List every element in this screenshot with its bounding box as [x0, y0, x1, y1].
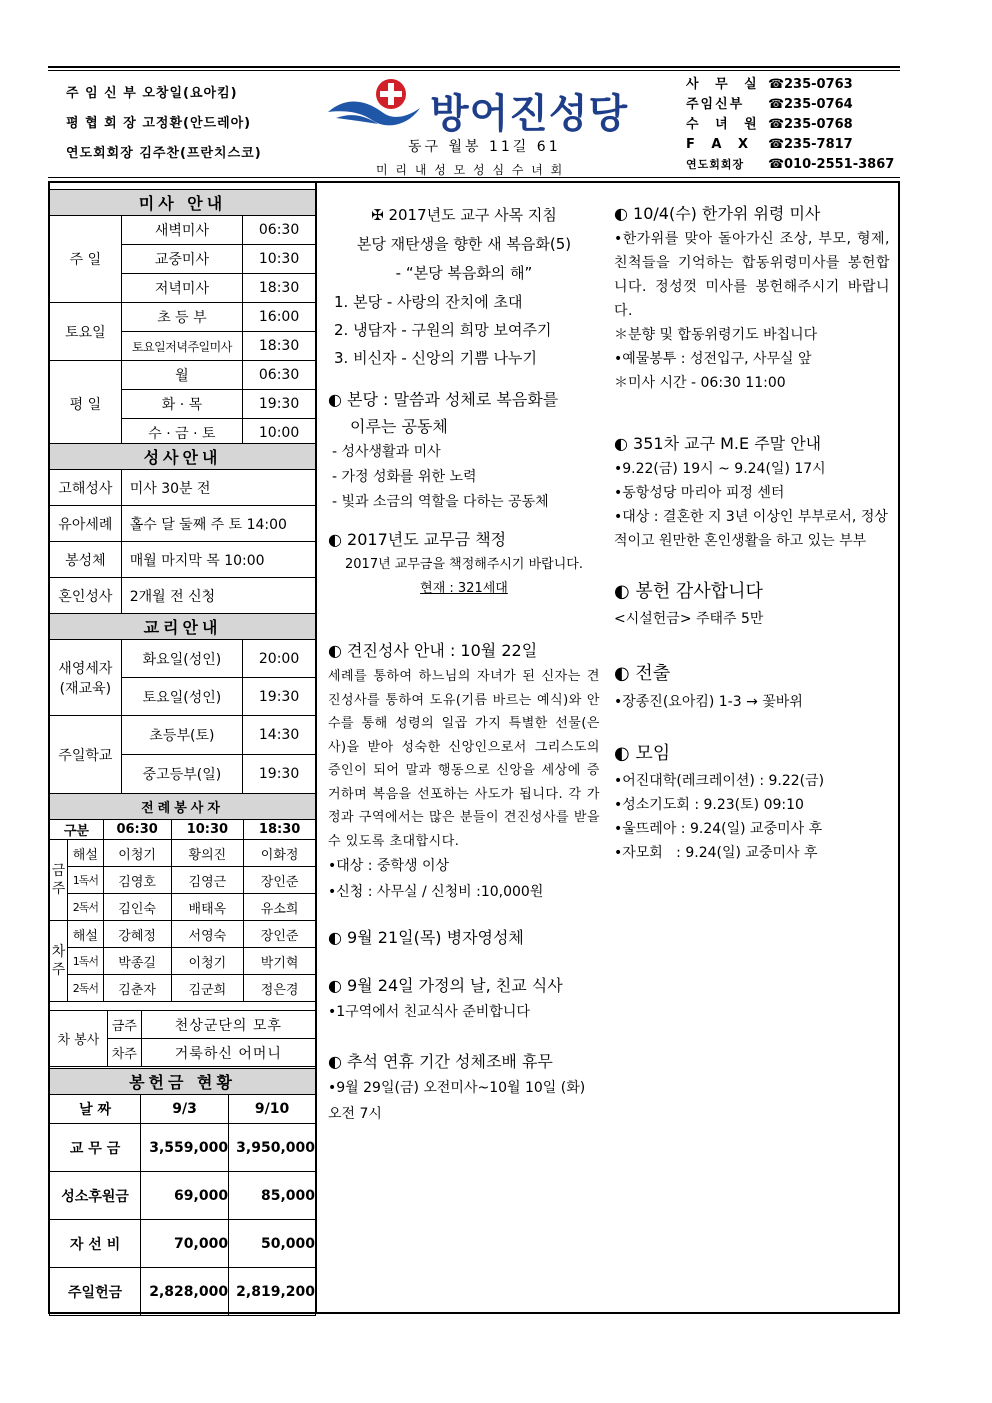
guideline-theme: - “본당 복음화의 해”	[395, 264, 533, 282]
sacrament-title: 성사안내	[50, 444, 316, 470]
tithe-notice	[328, 527, 600, 601]
server-name: 정은경	[244, 975, 316, 1002]
meetings-notice	[614, 739, 890, 865]
class-time: 19:30	[243, 678, 316, 716]
sacrament-name: 고해성사	[50, 470, 122, 506]
mass-title: 미사 안내	[50, 190, 316, 216]
meeting-item: •자모회 : 9.24(일) 교중미사 후	[614, 845, 818, 861]
confirmation-text: 세례를 통하여 하느님의 자녀가 된 신자는 견진성사를 통하여 도유(기름 바르는 예식)와 안수를 통해 성령의 일곱 가지 특별한 선물(은사)을 받아 성숙한 신앙인으로서 그리스도의 증인이 되어 말과 행동으로 신앙을 세상에 증거하며 복음을 선포하는 사도가 됩니다. 각 가정과 구역에서는 많은 분들이 견진성사를 받을 수 있도록 초대합시다.	[328, 669, 600, 849]
meeting-item: •어진대학(레크레이션) : 9.22(금)	[614, 773, 825, 789]
family-day	[328, 973, 600, 1025]
guideline-subtitle: 본당 재탄생을 향한 새 복음화(5)	[356, 235, 572, 253]
sacrament-schedule: 미사 30분 전	[121, 470, 315, 506]
offering-amount: 85,000	[229, 1172, 316, 1220]
mass-name: 월	[121, 361, 242, 390]
mass-time: 06:30	[243, 361, 316, 390]
tithe-count: 현재 : 321세대	[420, 581, 508, 596]
mass-name: 수 · 금 · 토	[121, 419, 242, 448]
transfer-title: ◐ 전출	[614, 663, 671, 684]
role: 2독서	[67, 894, 103, 921]
doctrine-group-adult: 새영세자 (재교육)	[50, 640, 122, 716]
offering-amount: 3,559,000	[141, 1124, 229, 1172]
server-name: 장인준	[244, 867, 316, 894]
transfer-text: •장종진(요아킴) 1-3 → 꽃바위	[614, 694, 803, 710]
church-address: 동구 월봉 11길 61	[408, 139, 561, 155]
parish-vision	[328, 386, 600, 440]
offering-amount: 2,819,200	[229, 1268, 316, 1316]
servers-head: 18:30	[244, 820, 316, 840]
header-bottom-rule	[48, 177, 900, 178]
choir-table	[49, 1010, 316, 1067]
mass-time: 10:00	[243, 419, 316, 448]
memorial-envelope: •예물봉투 : 성전입구, 사무실 앞	[614, 351, 812, 367]
vision-list	[328, 440, 600, 515]
mass-name: 교중미사	[121, 245, 242, 274]
sacrament-schedule: 매월 마지막 목 10:00	[121, 542, 315, 578]
pastor-name: 주 임 신 부 오창일(요아킴)	[66, 86, 238, 101]
middle-column	[328, 201, 600, 1127]
memorial-time: ＊미사 시간 - 06:30 11:00	[614, 375, 786, 391]
nuns-order: 미 리 내 성 모 성 심 수 녀 회	[376, 163, 565, 177]
offering-item: 교 무 금	[50, 1124, 141, 1172]
sacrament-schedule: 2개월 전 신청	[121, 578, 315, 614]
server-name: 김군희	[171, 975, 244, 1002]
server-name: 박종길	[103, 948, 171, 975]
confirmation-notice	[328, 637, 600, 905]
offering-table	[49, 1068, 316, 1316]
offering-head: 9/3	[141, 1095, 229, 1124]
guideline-item: 1. 본당 - 사랑의 잔치에 초대	[334, 293, 523, 311]
guideline-item: 2. 냉담자 - 구원의 희망 보여주기	[334, 321, 552, 339]
thanks-title: ◐ 봉헌 감사합니다	[614, 581, 763, 602]
tithe-title: ◐ 2017년도 교무금 책정	[328, 530, 507, 549]
contact-list	[686, 75, 894, 175]
class-name: 화요일(성인)	[121, 640, 242, 678]
mass-name: 화 · 목	[121, 390, 242, 419]
meeting-item: •성소기도회 : 9.23(토) 09:10	[614, 797, 804, 813]
contact-pastor: 주임신부 ☎ 235-0764	[686, 97, 853, 112]
transfer-notice	[614, 659, 890, 715]
sacrament-name: 유아세례	[50, 506, 122, 542]
offering-head: 9/10	[229, 1095, 316, 1124]
church-name: 방어진성당	[430, 90, 629, 137]
server-name: 이화정	[244, 840, 316, 867]
meetings-title: ◐ 모임	[614, 743, 671, 764]
guideline-title: ✠ 2017년도 교구 사목 지침	[371, 206, 557, 224]
servers-table	[49, 793, 316, 1002]
offering-item: 성소후원금	[50, 1172, 141, 1220]
class-name: 중고등부(일)	[121, 755, 242, 794]
mass-name: 저녁미사	[121, 274, 242, 303]
me-place: •동항성당 마리아 피정 센터	[614, 485, 785, 501]
server-name: 김춘자	[103, 975, 171, 1002]
servers-head: 10:30	[171, 820, 244, 840]
contact-office: 사 무 실 ☎ 235-0763	[686, 77, 853, 92]
role: 1독서	[67, 867, 103, 894]
church-logo	[326, 74, 424, 134]
mass-table	[49, 189, 316, 448]
offering-title: 봉헌금 현황	[50, 1069, 316, 1095]
offering-amount: 2,828,000	[141, 1268, 229, 1316]
choir-week: 금주	[107, 1011, 141, 1039]
pastoral-guideline	[328, 201, 600, 288]
server-name: 배태옥	[171, 894, 244, 921]
doctrine-title: 교리안내	[50, 614, 316, 640]
weekday-label: 평 일	[50, 361, 122, 448]
adoration-text: •9월 29일(금) 오전미사~10월 10일 (화) 오전 7시	[328, 1080, 586, 1122]
family-day-title: ◐ 9월 24일 가정의 날, 친교 식사	[328, 976, 563, 995]
sacrament-name: 혼인성사	[50, 578, 122, 614]
saturday-label: 토요일	[50, 303, 122, 361]
adoration-title: ◐ 추석 연휴 기간 성체조배 휴무	[328, 1052, 553, 1071]
sacrament-name: 봉성체	[50, 542, 122, 578]
me-date: •9.22(금) 19시 ~ 9.24(일) 17시	[614, 461, 826, 477]
role: 해설	[67, 921, 103, 948]
memorial-note: ＊분향 및 합동위령기도 바칩니다	[614, 327, 818, 343]
guideline-list	[328, 288, 600, 372]
mass-time: 19:30	[243, 390, 316, 419]
meeting-item: •울뜨레아 : 9.24(일) 교중미사 후	[614, 821, 823, 837]
choir-name: 거룩하신 어머니	[141, 1039, 315, 1067]
confirmation-title: ◐ 견진성사 안내 : 10월 22일	[328, 641, 538, 660]
sacrament-table	[49, 443, 316, 614]
vision-item: - 성사생활과 미사	[332, 444, 441, 460]
sacrament-schedule: 홀수 달 둘째 주 토 14:00	[121, 506, 315, 542]
memorial-mass	[614, 201, 890, 395]
mass-time: 10:30	[243, 245, 316, 274]
server-name: 김영호	[103, 867, 171, 894]
server-name: 장인준	[244, 921, 316, 948]
server-name: 이청기	[171, 948, 244, 975]
mass-time: 16:00	[243, 303, 316, 332]
offering-head: 날 짜	[50, 1095, 141, 1124]
server-name: 황의진	[171, 840, 244, 867]
doctrine-group-school: 주일학교	[50, 716, 122, 794]
week-label: 금주	[50, 840, 68, 921]
offering-amount: 50,000	[229, 1220, 316, 1268]
vision-item: - 가정 성화를 위한 노력	[332, 469, 477, 485]
class-name: 초등부(토)	[121, 716, 242, 755]
vision-title: ◐ 본당 : 말씀과 성체로 복음화를	[328, 390, 559, 409]
choir-label: 차 봉사	[50, 1011, 108, 1067]
council-chair: 평 협 회 장 고정환(안드레아)	[66, 116, 252, 131]
servers-head: 구분	[50, 820, 104, 840]
server-name: 유소희	[244, 894, 316, 921]
server-name: 강혜정	[103, 921, 171, 948]
tithe-text: 2017년 교무금을 책정해주시기 바랍니다.	[345, 557, 583, 572]
me-weekend	[614, 431, 890, 553]
thanks-text: <시설헌금> 주태주 5만	[614, 611, 764, 627]
role: 1독서	[67, 948, 103, 975]
me-title: ◐ 351차 교구 M.E 주말 안내	[614, 434, 822, 453]
offering-item: 자 선 비	[50, 1220, 141, 1268]
offering-amount: 70,000	[141, 1220, 229, 1268]
mass-time: 18:30	[243, 332, 316, 361]
contact-alumni: 연도회회장 ☎ 010-2551-3867	[686, 157, 895, 172]
memorial-title: ◐ 10/4(수) 한가위 위령 미사	[614, 204, 821, 223]
sunday-label: 주 일	[50, 216, 122, 303]
mass-name: 새벽미사	[121, 216, 242, 245]
header-top-rule	[48, 66, 900, 68]
doctrine-table	[49, 613, 316, 794]
confirmation-apply: •신청 : 사무실 / 신청비 :10,000원	[328, 884, 544, 900]
mass-time: 18:30	[243, 274, 316, 303]
servers-title: 전례봉사자	[50, 794, 316, 820]
class-time: 14:30	[243, 716, 316, 755]
servers-head: 06:30	[103, 820, 171, 840]
class-name: 토요일(성인)	[121, 678, 242, 716]
alumni-chair: 연도회회장 김주찬(프란치스코)	[66, 146, 262, 161]
server-name: 서영숙	[171, 921, 244, 948]
mass-name: 토요일저녁주일미사	[121, 332, 242, 361]
offering-amount: 3,950,000	[229, 1124, 316, 1172]
sick-communion-title: ◐ 9월 21일(목) 병자영성체	[328, 928, 524, 947]
week-label: 차주	[50, 921, 68, 1002]
role: 해설	[67, 840, 103, 867]
adoration-closure	[328, 1049, 600, 1127]
vision-title-cont: 이루는 공동체	[350, 417, 448, 436]
thanks-notice	[614, 577, 890, 631]
mass-name: 초 등 부	[121, 303, 242, 332]
vision-item: - 빛과 소금의 역할을 다하는 공동체	[332, 494, 549, 510]
offering-item: 주일헌금	[50, 1268, 141, 1316]
choir-week: 차주	[107, 1039, 141, 1067]
server-name: 박기혁	[244, 948, 316, 975]
confirmation-target: •대상 : 중학생 이상	[328, 858, 449, 874]
guideline-item: 3. 비신자 - 신앙의 기쁨 나누기	[334, 349, 537, 367]
contact-convent: 수 녀 원 ☎ 235-0768	[686, 117, 853, 132]
mass-time: 06:30	[243, 216, 316, 245]
role: 2독서	[67, 975, 103, 1002]
choir-name: 천상군단의 모후	[141, 1011, 315, 1039]
class-time: 19:30	[243, 755, 316, 794]
me-target: •대상 : 결혼한 지 3년 이상인 부부로서, 정상적이고 원만한 혼인생활을 하고 있는 부부	[614, 509, 888, 549]
family-day-text: •1구역에서 친교식사 준비합니다	[328, 1004, 530, 1020]
contact-fax: F A X ☎ 235-7817	[686, 137, 853, 152]
memorial-text: •한가위를 맞아 돌아가신 조상, 부모, 형제, 친척들을 기억하는 합동위령미사를 봉헌합니다. 정성껏 미사를 봉헌해주시기 바랍니다.	[614, 231, 890, 319]
class-time: 20:00	[243, 640, 316, 678]
offering-amount: 69,000	[141, 1172, 229, 1220]
header-top-rule-thin	[48, 70, 900, 71]
server-name: 김영근	[171, 867, 244, 894]
server-name: 김인숙	[103, 894, 171, 921]
server-name: 이청기	[103, 840, 171, 867]
header-staff	[66, 80, 262, 168]
sick-communion	[328, 925, 600, 951]
right-column	[614, 201, 890, 865]
